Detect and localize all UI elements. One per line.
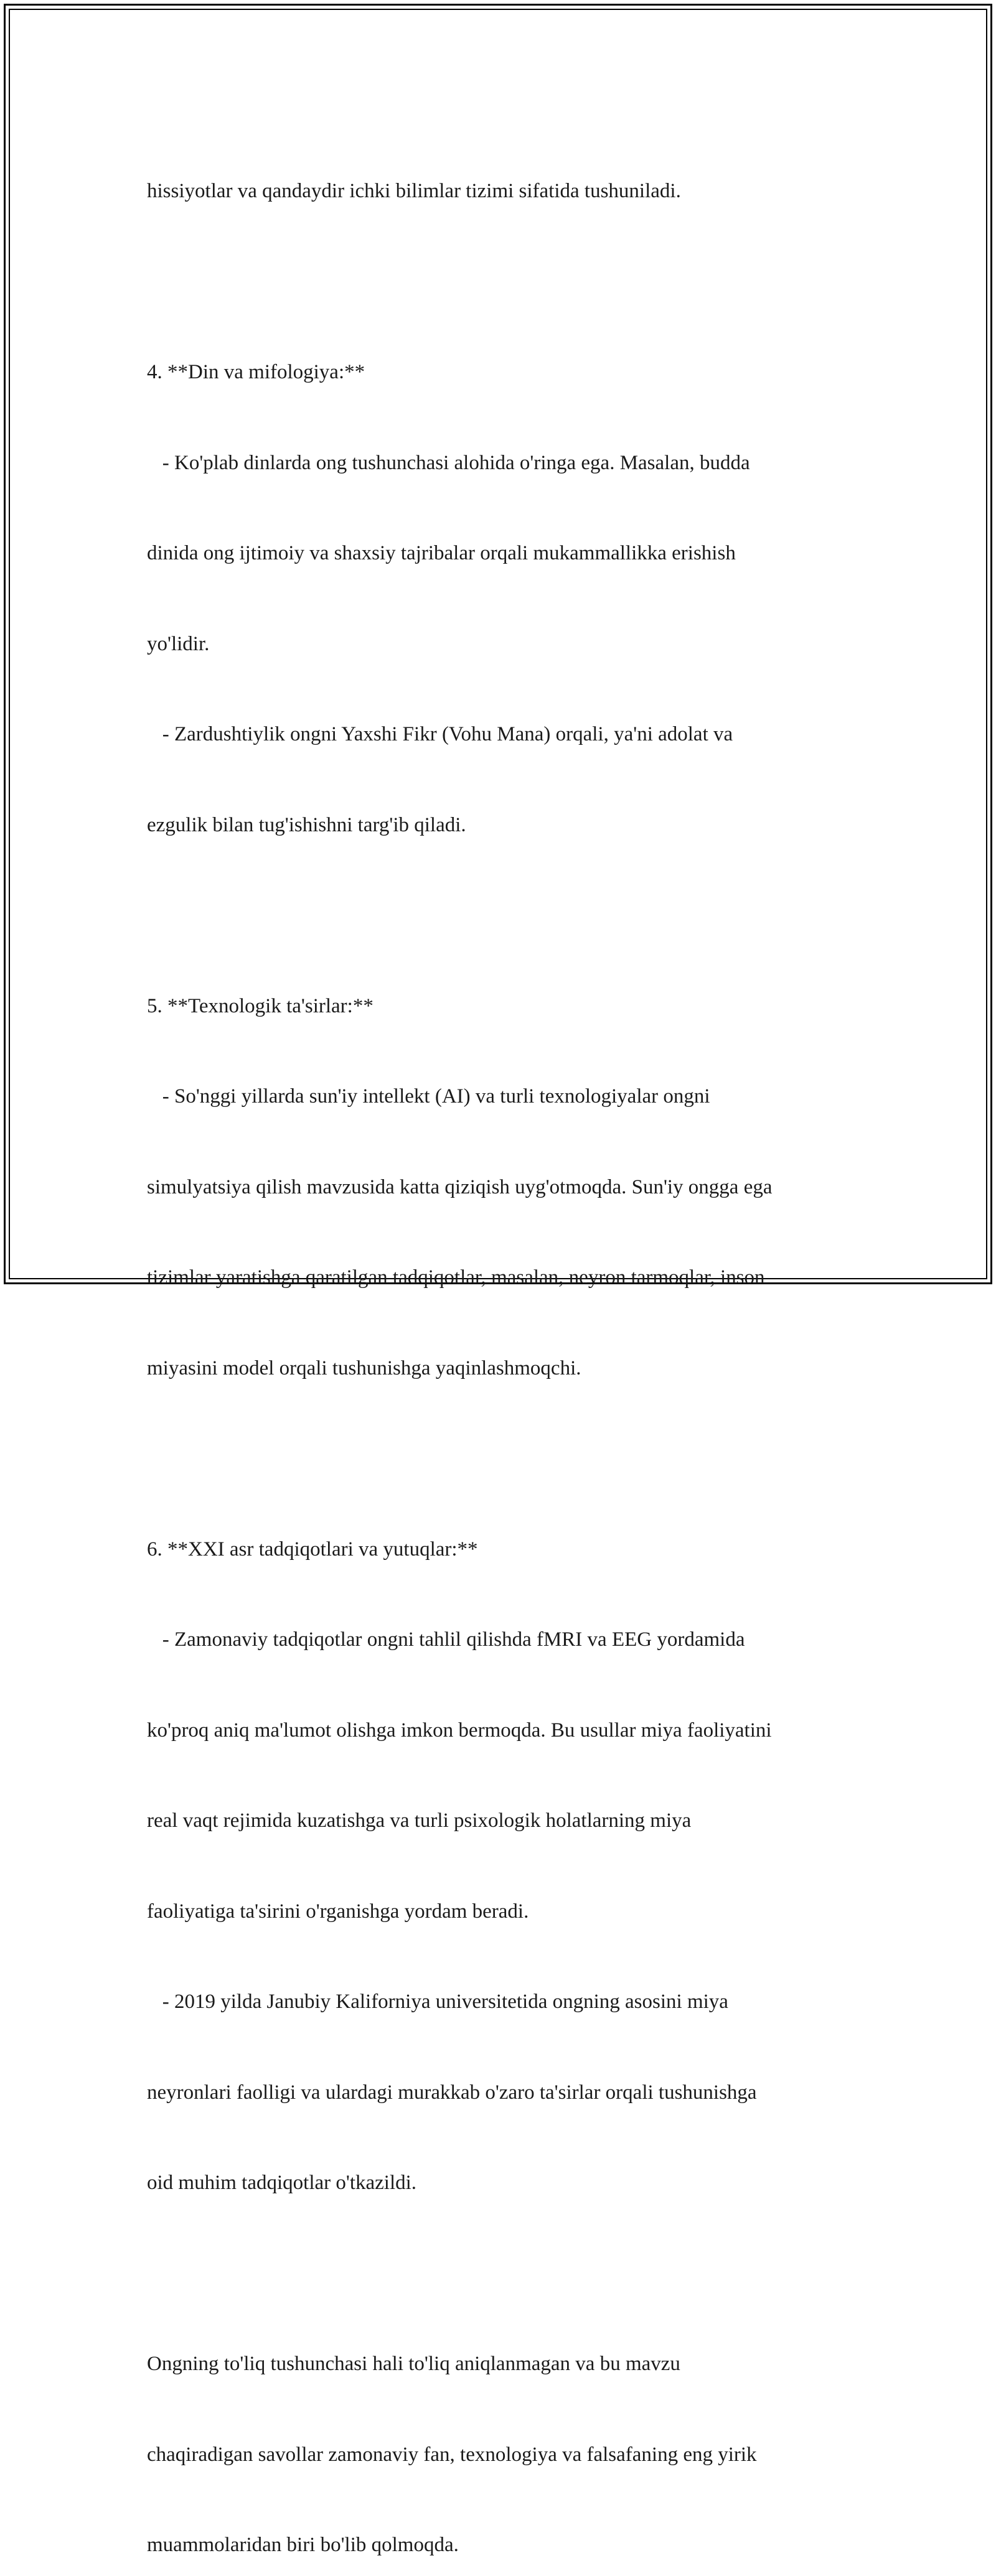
text-line: - Zamonaviy tadqiqotlar ongni tahlil qilishda fMRI va EEG yordamida bbox=[147, 1628, 745, 1651]
text-line: faoliyatiga ta'sirini o'rganishga yordam beradi. bbox=[147, 1900, 529, 1923]
conclusion-line: Ongning to'liq tushunchasi hali to'liq aniqlanmagan va bu mavzu bbox=[147, 2353, 680, 2375]
blank-line bbox=[147, 267, 857, 297]
text-line: - Zardushtiylik ongni Yaxshi Fikr (Vohu Mana) orqali, ya'ni adolat va bbox=[147, 723, 733, 745]
section-heading-4: 4. **Din va mifologiya:** bbox=[147, 361, 365, 383]
text-line: oid muhim tadqiqotlar o'tkazildi. bbox=[147, 2172, 417, 2194]
text-line: - Ko'plab dinlarda ong tushunchasi alohida o'ringa ega. Masalan, budda bbox=[147, 451, 750, 474]
text-line: miyasini model orqali tushunishga yaqinlashmoqchi. bbox=[147, 1356, 581, 1379]
conclusion-line: chaqiradigan savollar zamonaviy fan, texnologiya va falsafaning eng yirik bbox=[147, 2443, 757, 2466]
blank-line bbox=[147, 2259, 857, 2289]
text-line: yo'lidir. bbox=[147, 632, 210, 655]
text-line: ezgulik bilan tug'ishishni targ'ib qiladi. bbox=[147, 813, 466, 836]
section-heading-5: 5. **Texnologik ta'sirlar:** bbox=[147, 994, 374, 1017]
text-line: hissiyotlar va qandaydir ichki bilimlar tizimi sifatida tushuniladi. bbox=[147, 180, 681, 202]
document-body bbox=[147, 116, 857, 2576]
text-line: tizimlar yaratishga qaratilgan tadqiqotlar, masalan, neyron tarmoqlar, inson bbox=[147, 1266, 765, 1289]
text-line: simulyatsiya qilish mavzusida katta qiziqish uyg'otmoqda. Sun'iy ongga ega bbox=[147, 1175, 773, 1198]
section-heading-6: 6. **XXI asr tadqiqotlari va yutuqlar:** bbox=[147, 1538, 478, 1561]
text-line: - So'nggi yillarda sun'iy intellekt (AI) va turli texnologiyalar ongni bbox=[147, 1085, 710, 1108]
text-line: real vaqt rejimida kuzatishga va turli psixologik holatlarning miya bbox=[147, 1809, 692, 1832]
text-line: - 2019 yilda Janubiy Kaliforniya universitetida ongning asosini miya bbox=[147, 1990, 728, 2013]
text-line: ko'proq aniq ma'lumot olishga imkon bermoqda. Bu usullar miya faoliyatini bbox=[147, 1719, 772, 1742]
conclusion-line: muammolaridan biri bo'lib qolmoqda. bbox=[147, 2534, 459, 2556]
text-line: dinida ong ijtimoiy va shaxsiy tajribalar orqali mukammallikka erishish bbox=[147, 542, 736, 564]
blank-line bbox=[147, 900, 857, 931]
blank-line bbox=[147, 1444, 857, 1474]
text-line: neyronlari faolligi va ulardagi murakkab o'zaro ta'sirlar orqali tushunishga bbox=[147, 2081, 757, 2104]
